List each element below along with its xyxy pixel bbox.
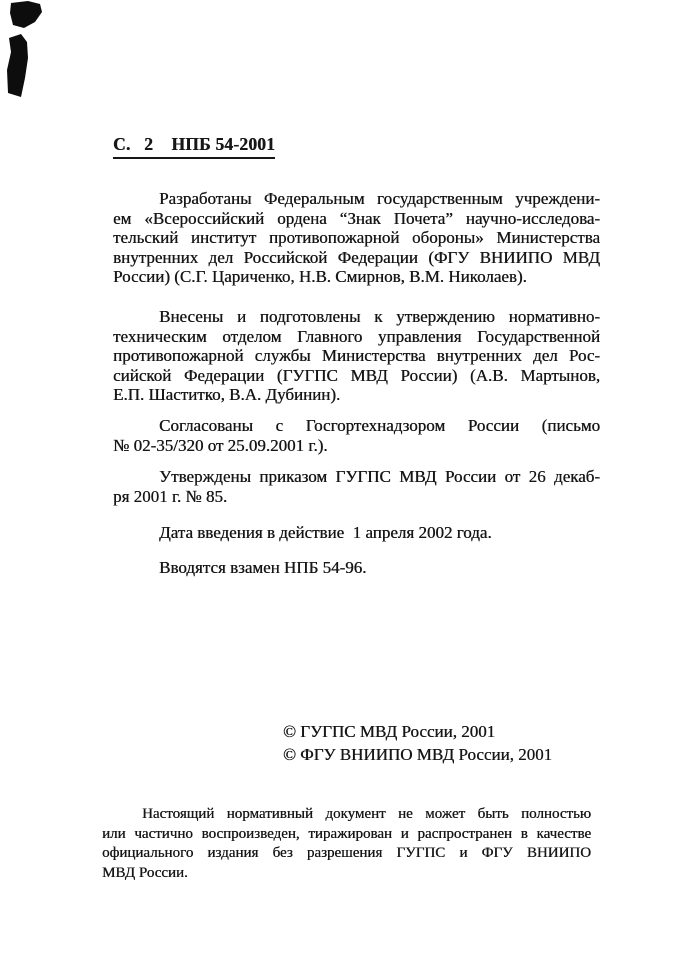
copyright-line: © ГУГПС МВД России, 2001 bbox=[283, 722, 496, 741]
page-header: С. 2 НПБ 54-2001 bbox=[113, 134, 275, 159]
copyright-block bbox=[283, 720, 552, 766]
text-line: внутренних дел Российской Федерации (ФГУ ВНИИПО МВД bbox=[113, 247, 600, 267]
text-line: ем «Всероссийский ордена “Знак Почета” научно-исследова- bbox=[113, 208, 600, 228]
paragraph-approved-by bbox=[113, 467, 600, 506]
text-line: Дата введения в действие 1 апреля 2002 года. bbox=[159, 523, 492, 542]
text-line: официального издания без разрешения ГУГПС и ФГУ ВНИИПО bbox=[102, 845, 591, 862]
paragraph-submitted-by bbox=[113, 307, 600, 405]
footer-reproduction-note bbox=[102, 805, 591, 883]
paragraph-replaces bbox=[113, 558, 600, 578]
text-line: противопожарной службы Министерства внутренних дел Рос- bbox=[113, 346, 600, 366]
text-line: Согласованы с Госгортехнадзором России (письмо bbox=[159, 416, 600, 435]
paragraph-agreed-with bbox=[113, 416, 600, 455]
text-line: тельский институт противопожарной обороны» Министерства bbox=[113, 228, 600, 248]
text-line: России) (С.Г. Цариченко, Н.В. Смирнов, В.М. Николаев). bbox=[113, 267, 527, 287]
text-line: № 02-35/320 от 25.09.2001 г.). bbox=[113, 435, 328, 455]
text-line: техническим отделом Главного управления Государственной bbox=[113, 326, 600, 346]
text-line: Вводятся взамен НПБ 54-96. bbox=[159, 558, 367, 577]
text-line: Разработаны Федеральным государственным учреждени- bbox=[159, 189, 600, 208]
paragraph-effective-date bbox=[113, 523, 600, 543]
text-line: Настоящий нормативный документ не может быть полностью bbox=[142, 806, 591, 822]
text-line: ря 2001 г. № 85. bbox=[113, 486, 228, 506]
text-line: Утверждены приказом ГУГПС МВД России от 26 декаб- bbox=[159, 467, 600, 486]
paragraph-developed-by bbox=[113, 189, 600, 287]
text-line: или частично воспроизведен, тиражирован и распространен в качестве bbox=[102, 825, 591, 842]
text-line: Е.П. Шаститко, В.А. Дубинин). bbox=[113, 385, 341, 405]
text-line: Внесены и подготовлены к утверждению нормативно- bbox=[159, 307, 600, 326]
copyright-line: © ФГУ ВНИИПО МВД России, 2001 bbox=[283, 745, 553, 764]
text-line: сийской Федерации (ГУГПС МВД России) (А.В. Мартынов, bbox=[113, 365, 600, 385]
scan-artifact-marks bbox=[4, 0, 52, 100]
text-line: МВД России. bbox=[102, 864, 188, 881]
